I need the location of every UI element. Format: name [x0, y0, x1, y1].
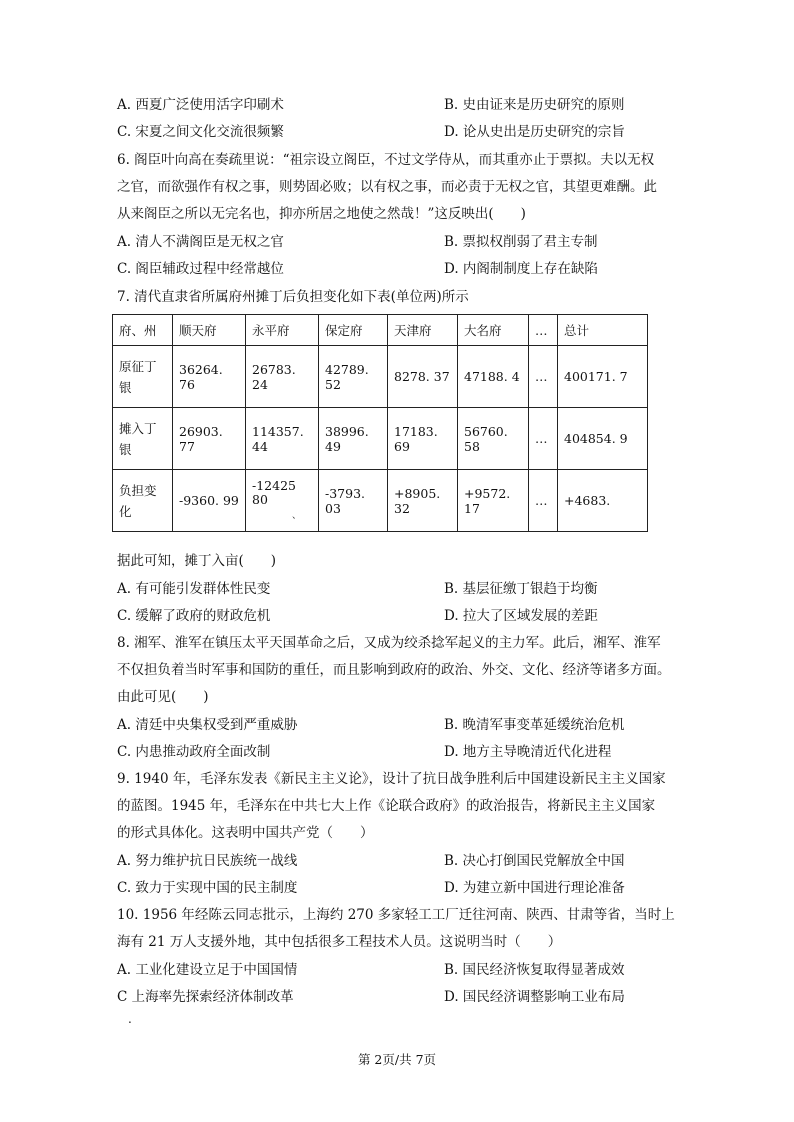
table-header-cell: 顺天府: [173, 315, 246, 346]
table-cell: 17183. 69: [388, 408, 458, 470]
q9-options-row-2: [117, 879, 677, 899]
q10-option-c[interactable]: C 上海率先探索经济体制改革: [117, 989, 294, 1005]
table-cell: 404854. 9: [558, 408, 648, 470]
table-header-cell: 永平府: [246, 315, 319, 346]
page-footer: 第 2页/共 7页: [357, 1052, 437, 1067]
q6-option-b[interactable]: B. 票拟权削弱了君主专制: [444, 234, 598, 250]
q9-stem-line-3: 的形式具体化。这表明中国共产党（ ）: [117, 825, 374, 841]
q7-data-table: [112, 314, 648, 532]
q9-options-row-1: [117, 852, 677, 872]
q8-options-row-2: [117, 743, 677, 763]
q10-stem-line-1: 10. 1956 年经陈云同志批示，上海约 270 多家轻工工厂迁往河南、陕西、甘肃等省，当时上: [117, 907, 675, 923]
q5-option-a[interactable]: A. 西夏广泛使用活字印刷术: [117, 97, 284, 113]
q10-options-row-2: [117, 988, 677, 1008]
q5-option-d[interactable]: D. 论从史出是历史研究的宗旨: [444, 124, 625, 140]
q9-option-a[interactable]: A. 努力维护抗日民族统一战线: [117, 853, 298, 869]
q6-option-c[interactable]: C. 阁臣辅政过程中经常越位: [117, 261, 284, 277]
q9-stem-line-2: 的蓝图。1945 年，毛泽东在中共七大上作《论联合政府》的政治报告，将新民主主义国家: [117, 798, 656, 814]
q6-options-row-1: [117, 233, 677, 253]
q8-stem-line-1: 8. 湘军、淮军在镇压太平天国革命之后，又成为绞杀捻军起义的主力军。此后，湘军、淮军: [117, 635, 661, 651]
table-header-cell: 保定府: [319, 315, 388, 346]
table-header-row: [113, 315, 648, 346]
q10-option-b[interactable]: B. 国民经济恢复取得显著成效: [444, 962, 625, 978]
table-header-cell: 大名府: [458, 315, 529, 346]
row-header-line: 负担变: [119, 482, 157, 498]
table-cell: …: [529, 346, 558, 408]
table-header-cell: 总计: [558, 315, 648, 346]
table-cell: 26903. 77: [173, 408, 246, 470]
table-cell: …: [529, 408, 558, 470]
q7-option-d[interactable]: D. 拉大了区域发展的差距: [444, 608, 598, 624]
table-cell: 36264. 76: [173, 346, 246, 408]
q10-option-d[interactable]: D. 国民经济调整影响工业布局: [444, 989, 625, 1005]
stray-dot: .: [128, 1012, 132, 1026]
q6-stem-line-1: 6. 阁臣叶向高在奏疏里说：“祖宗设立阁臣，不过文学侍从，而其重亦止于票拟。夫以无权: [117, 152, 655, 168]
q7-stem: 7. 清代直隶省所属府州摊丁后负担变化如下表(单位两)所示: [117, 289, 469, 305]
table-cell: 47188. 4: [458, 346, 529, 408]
table-row: [113, 470, 648, 532]
table-row: [113, 408, 648, 470]
table-cell: 8278. 37: [388, 346, 458, 408]
table-cell: -9360. 99: [173, 470, 246, 532]
row-header-line: 摊入丁: [119, 420, 157, 436]
q10-option-a[interactable]: A. 工业化建设立足于中国国情: [117, 962, 298, 978]
table-cell: 114357. 44: [246, 408, 319, 470]
table-cell: +9572. 17: [458, 470, 529, 532]
q10-options-row-1: [117, 961, 677, 981]
table-header-cell: 天津府: [388, 315, 458, 346]
q8-option-d[interactable]: D. 地方主导晚清近代化进程: [444, 744, 612, 760]
q8-stem-line-3: 由此可见( ): [117, 689, 209, 705]
q7-followup: 据此可知，摊丁入亩( ): [117, 553, 277, 569]
q7-options-row-2: [117, 607, 677, 627]
row-header-line: 化: [119, 503, 132, 519]
table-cell-value: -12425 80: [252, 477, 296, 507]
q9-option-b[interactable]: B. 决心打倒国民党解放全中国: [444, 853, 625, 869]
table-cell: +4683.: [558, 470, 648, 532]
q5-option-c[interactable]: C. 宋夏之间文化交流很频繁: [117, 124, 284, 140]
q5-options-row-2: [117, 123, 677, 143]
q7-options-row-1: [117, 580, 677, 600]
table-cell: 26783. 24: [246, 346, 319, 408]
table-cell: 56760. 58: [458, 408, 529, 470]
table-cell: 38996. 49: [319, 408, 388, 470]
table-header-cell: 府、州: [113, 315, 173, 346]
table-cell: 42789. 52: [319, 346, 388, 408]
q9-option-d[interactable]: D. 为建立新中国进行理论准备: [444, 880, 625, 896]
table-row: [113, 346, 648, 408]
table-cell: -3793. 03: [319, 470, 388, 532]
q7-option-b[interactable]: B. 基层征缴丁银趋于均衡: [444, 581, 598, 597]
table-cell: 400171. 7: [558, 346, 648, 408]
q8-option-b[interactable]: B. 晚清军事变革延缓统治危机: [444, 717, 625, 733]
q8-stem-line-2: 不仅担负着当时军事和国防的重任，而且影响到政府的政治、外交、文化、经济等诸多方面。: [117, 662, 671, 678]
q6-stem-line-3: 从来阁臣之所以无完名也，抑亦所居之地使之然哉！”这反映出( ): [117, 206, 526, 222]
table-row-header: [113, 470, 173, 532]
q6-options-row-2: [117, 260, 677, 280]
table-cell: [246, 470, 319, 532]
table-cell: +8905. 32: [388, 470, 458, 532]
q8-options-row-1: [117, 716, 677, 736]
q10-stem-line-2: 海有 21 万人支援外地，其中包括很多工程技术人员。这说明当时（ ）: [117, 934, 562, 950]
table-row-header: [113, 408, 173, 470]
q6-option-a[interactable]: A. 清人不满阁臣是无权之官: [117, 234, 284, 250]
q5-option-b[interactable]: B. 史由证来是历史研究的原则: [444, 97, 625, 113]
q8-option-c[interactable]: C. 内患推动政府全面改制: [117, 744, 271, 760]
table-header-cell: …: [529, 315, 558, 346]
q6-option-d[interactable]: D. 内阁制制度上存在缺陷: [444, 261, 598, 277]
table-row-header: [113, 346, 173, 408]
row-header-line: 原征丁: [119, 358, 157, 374]
q9-stem-line-1: 9. 1940 年，毛泽东发表《新民主主义论》，设计了抗日战争胜利后中国建设新民主主义国家: [117, 771, 666, 787]
q7-option-c[interactable]: C. 缓解了政府的财政危机: [117, 608, 271, 624]
q7-option-a[interactable]: A. 有可能引发群体性民变: [117, 581, 271, 597]
row-header-line: 银: [119, 379, 132, 395]
stray-mark: 、: [292, 510, 302, 521]
q5-options-row-1: [117, 96, 677, 116]
table-cell: …: [529, 470, 558, 532]
q9-option-c[interactable]: C. 致力于实现中国的民主制度: [117, 880, 298, 896]
q8-option-a[interactable]: A. 清廷中央集权受到严重威胁: [117, 717, 298, 733]
row-header-line: 银: [119, 441, 132, 457]
q6-stem-line-2: 之官，而欲强作有权之事，则势固必败；以有权之事，而必责于无权之官，其望更难酬。此: [117, 179, 657, 195]
